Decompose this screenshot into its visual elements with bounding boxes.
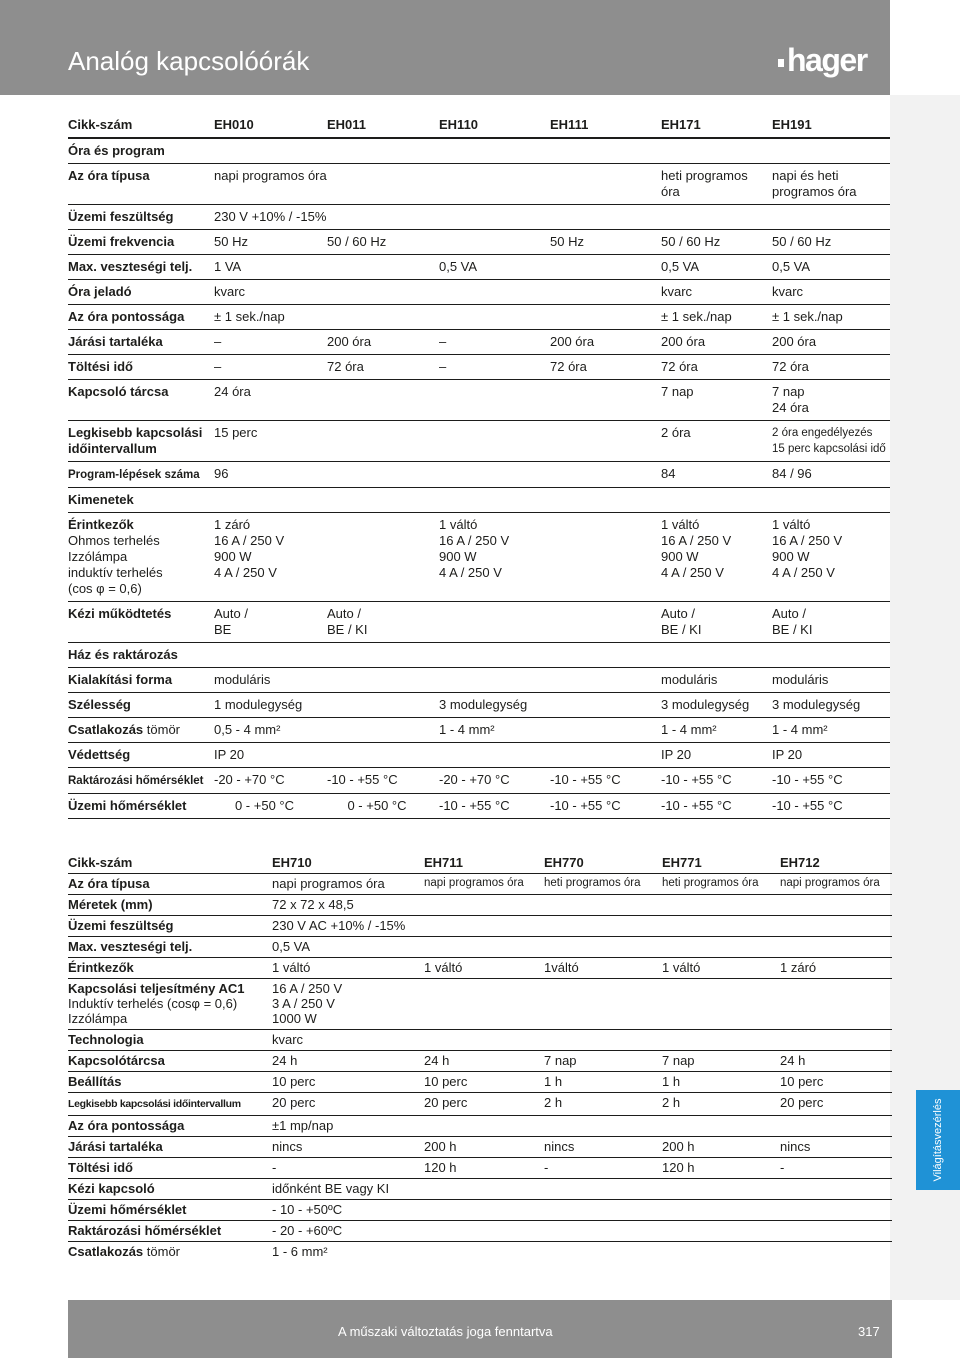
label-line: időintervallum <box>68 441 157 456</box>
table-row <box>68 280 890 305</box>
cell: - 20 - +60ºC <box>268 1221 892 1242</box>
label-line: Legkisebb kapcsolási <box>68 425 203 440</box>
page-title: Analóg kapcsolóórák <box>68 46 310 76</box>
cell: 7 nap <box>658 1051 776 1072</box>
table-header-row <box>68 853 892 874</box>
cell: napi programos óra <box>776 874 892 895</box>
cell: 84 / 96 <box>766 462 890 488</box>
cell: 2 h <box>540 1093 658 1116</box>
cell: -10 - +55 °C <box>655 768 766 794</box>
cell <box>268 979 892 1030</box>
cell <box>208 513 433 602</box>
brand-name: hager <box>787 42 867 78</box>
label-text: tömör <box>146 1244 181 1259</box>
cell: 1 váltó <box>658 958 776 979</box>
cell: 10 perc <box>268 1072 420 1093</box>
cell-line: 15 perc kapcsolási idő <box>772 443 886 455</box>
model-cell: EH011 <box>321 113 433 138</box>
row-label: Üzemi feszültség <box>68 916 268 937</box>
cell: kvarc <box>268 1030 892 1051</box>
cell: 1 - 4 mm² <box>766 718 890 743</box>
cell: 20 perc <box>268 1093 420 1116</box>
section-title: Kimenetek <box>68 488 890 513</box>
row-label: Üzemi feszültség <box>68 205 208 230</box>
cell-line: 900 W <box>772 549 810 564</box>
cell <box>766 380 890 421</box>
section-title: Ház és raktározás <box>68 643 890 668</box>
cell-line: Auto / <box>772 606 806 621</box>
cell: 1 h <box>540 1072 658 1093</box>
cell: ± 1 sek./nap <box>766 305 890 330</box>
cell-line: Auto / <box>661 606 695 621</box>
model-cell: EH712 <box>776 853 892 874</box>
cell: -10 - +55 °C <box>766 768 890 794</box>
cell: 2 h <box>658 1093 776 1116</box>
row-label: Szélesség <box>68 693 208 718</box>
label-line: Kapcsolási teljesítmény AC1 <box>68 981 245 996</box>
cell: 10 perc <box>776 1072 892 1093</box>
label-text: Legkisebb kapcsolási időintervallum <box>68 1098 241 1110</box>
cell: 7 nap <box>540 1051 658 1072</box>
cell: 0,5 VA <box>655 255 766 280</box>
header-label: Cikk-szám <box>68 853 268 874</box>
cell-line: BE <box>214 622 232 637</box>
table-row <box>68 164 890 205</box>
cell: időnként BE vagy KI <box>268 1179 892 1200</box>
cell: moduláris <box>766 668 890 693</box>
model-cell: EH771 <box>658 853 776 874</box>
row-label <box>68 513 208 602</box>
row-label: Járási tartaléka <box>68 330 208 355</box>
cell: 20 perc <box>420 1093 540 1116</box>
cell-line: 900 W <box>214 549 252 564</box>
table-row <box>68 1116 892 1137</box>
table-row <box>68 1093 892 1116</box>
cell: kvarc <box>655 280 766 305</box>
cell: 24 h <box>776 1051 892 1072</box>
row-label: Beállítás <box>68 1072 268 1093</box>
row-label <box>68 979 268 1030</box>
cell-line: Auto / <box>327 606 361 621</box>
model-cell: EH710 <box>268 853 420 874</box>
cell <box>321 602 655 643</box>
label-line: Induktív terhelés (cosφ = 0,6) <box>68 996 238 1011</box>
cell: -10 - +55 °C <box>766 794 890 819</box>
cell: moduláris <box>655 668 766 693</box>
table-row <box>68 513 890 602</box>
cell: 72 óra <box>766 355 890 380</box>
row-label <box>68 462 208 488</box>
cell: 1 váltó <box>268 958 420 979</box>
cell: 15 perc <box>208 421 655 462</box>
row-label: Üzemi hőmérséklet <box>68 1200 268 1221</box>
spec-table-digital <box>68 853 892 1262</box>
label-line: Érintkezők <box>68 517 134 532</box>
table-row <box>68 794 890 819</box>
cell: 24 óra <box>208 380 655 421</box>
cell: napi programos óra <box>268 874 420 895</box>
cell: kvarc <box>766 280 890 305</box>
table-row <box>68 255 890 280</box>
cell-line: 16 A / 250 V <box>214 533 285 548</box>
cell: nincs <box>776 1137 892 1158</box>
cell: 7 nap <box>655 380 766 421</box>
row-label: Védettség <box>68 743 208 768</box>
row-label: Töltési idő <box>68 355 208 380</box>
cell: ±1 mp/nap <box>268 1116 892 1137</box>
cell: ± 1 sek./nap <box>208 305 655 330</box>
model-cell: EH010 <box>208 113 321 138</box>
cell-line: 16 A / 250 V <box>272 981 343 996</box>
table-row <box>68 1051 892 1072</box>
cell: 50 / 60 Hz <box>655 230 766 255</box>
cell-line: 4 A / 250 V <box>214 565 277 580</box>
cell-line: 3 A / 250 V <box>272 996 335 1011</box>
cell: napi és heti programos óra <box>766 164 890 205</box>
row-label: Töltési idő <box>68 1158 268 1179</box>
cell: nincs <box>540 1137 658 1158</box>
brand-logo <box>778 42 867 79</box>
cell-line: Auto / <box>214 606 248 621</box>
table-row <box>68 1137 892 1158</box>
cell: 96 <box>208 462 655 488</box>
section-side-tab <box>916 1090 960 1190</box>
row-label <box>68 1093 268 1116</box>
cell: -10 - +55 °C <box>544 768 655 794</box>
section-row <box>68 138 890 164</box>
cell: 1 - 4 mm² <box>655 718 766 743</box>
row-label: Kézi működtetés <box>68 602 208 643</box>
cell <box>655 602 766 643</box>
cell-line: 900 W <box>661 549 699 564</box>
cell: – <box>208 355 321 380</box>
table-row <box>68 743 890 768</box>
cell: 20 perc <box>776 1093 892 1116</box>
header-label: Cikk-szám <box>68 113 208 138</box>
row-label: Technologia <box>68 1030 268 1051</box>
cell: 0,5 VA <box>433 255 655 280</box>
cell: 1 h <box>658 1072 776 1093</box>
cell-line: 2 óra engedélyezés <box>772 427 873 439</box>
cell: - <box>540 1158 658 1179</box>
cell-line: 24 óra <box>772 400 809 415</box>
cell: 120 h <box>658 1158 776 1179</box>
table-row <box>68 1242 892 1263</box>
row-label: Méretek (mm) <box>68 895 268 916</box>
cell: -10 - +55 °C <box>433 794 544 819</box>
cell: 72 óra <box>544 355 655 380</box>
label-line: induktív terhelés <box>68 565 163 580</box>
table-row <box>68 1221 892 1242</box>
table-row <box>68 937 892 958</box>
model-cell: EH191 <box>766 113 890 138</box>
cell <box>766 513 890 602</box>
cell: 200 óra <box>321 330 433 355</box>
cell: 1 modulegység <box>208 693 433 718</box>
cell-line: 7 nap <box>772 384 805 399</box>
row-label: Üzemi hőmérséklet <box>68 794 208 819</box>
cell-line: BE / KI <box>661 622 702 637</box>
side-tab-label: Világításvezérlés <box>932 1098 944 1182</box>
section-row <box>68 643 890 668</box>
cell <box>655 513 766 602</box>
label-text: Csatlakozás <box>68 722 144 737</box>
cell: 3 modulegység <box>766 693 890 718</box>
cell: IP 20 <box>655 743 766 768</box>
cell-line: 1000 W <box>272 1011 317 1026</box>
row-label: Raktározási hőmérséklet <box>68 1221 268 1242</box>
cell: 72 óra <box>655 355 766 380</box>
cell-line: 1 váltó <box>661 517 700 532</box>
table-row <box>68 979 892 1030</box>
cell: - <box>776 1158 892 1179</box>
cell: 200 óra <box>544 330 655 355</box>
row-label <box>68 718 208 743</box>
cell: 3 modulegység <box>655 693 766 718</box>
table-row <box>68 718 890 743</box>
table-row <box>68 1158 892 1179</box>
row-label: Kapcsolótárcsa <box>68 1051 268 1072</box>
cell: 72 x 72 x 48,5 <box>268 895 892 916</box>
table-row <box>68 916 892 937</box>
table-row <box>68 380 890 421</box>
row-label: Az óra pontossága <box>68 305 208 330</box>
table-row <box>68 230 890 255</box>
cell: nincs <box>268 1137 420 1158</box>
cell <box>766 421 890 462</box>
cell: napi programos óra <box>420 874 540 895</box>
cell-line: 16 A / 250 V <box>661 533 732 548</box>
cell: 0 - +50 °C <box>208 794 321 819</box>
row-label <box>68 768 208 794</box>
cell: 1 - 4 mm² <box>433 718 655 743</box>
cell-line: BE / KI <box>327 622 368 637</box>
cell: ± 1 sek./nap <box>655 305 766 330</box>
page-header <box>0 0 890 95</box>
cell: – <box>433 355 544 380</box>
table-row <box>68 958 892 979</box>
cell-line: 4 A / 250 V <box>661 565 724 580</box>
page-footer <box>68 1300 892 1358</box>
cell: IP 20 <box>208 743 655 768</box>
cell: IP 20 <box>766 743 890 768</box>
cell: 200 óra <box>655 330 766 355</box>
cell-line: 4 A / 250 V <box>772 565 835 580</box>
cell: -20 - +70 °C <box>433 768 544 794</box>
cell: 230 V +10% / -15% <box>208 205 890 230</box>
row-label: Az óra típusa <box>68 874 268 895</box>
cell: heti programos óra <box>540 874 658 895</box>
table-row <box>68 668 890 693</box>
cell: – <box>433 330 544 355</box>
cell-line: BE / KI <box>772 622 813 637</box>
cell: - <box>268 1158 420 1179</box>
cell-line: 16 A / 250 V <box>439 533 510 548</box>
label-text: Program-lépések száma <box>68 469 200 481</box>
cell: 50 / 60 Hz <box>766 230 890 255</box>
cell: napi programos óra <box>208 164 655 205</box>
cell: heti programos óra <box>655 164 766 205</box>
table-row <box>68 1072 892 1093</box>
cell: kvarc <box>208 280 655 305</box>
cell: 10 perc <box>420 1072 540 1093</box>
row-label: Üzemi frekvencia <box>68 230 208 255</box>
cell-line: 900 W <box>439 549 477 564</box>
table-row <box>68 693 890 718</box>
cell-line: 1 váltó <box>772 517 811 532</box>
cell: heti programos óra <box>658 874 776 895</box>
row-label: Max. veszteségi telj. <box>68 255 208 280</box>
table-row <box>68 1179 892 1200</box>
cell: 200 óra <box>766 330 890 355</box>
cell: 1 váltó <box>420 958 540 979</box>
row-label: Az óra típusa <box>68 164 208 205</box>
table-row <box>68 205 890 230</box>
cell: 1váltó <box>540 958 658 979</box>
table-header-row <box>68 113 890 138</box>
row-label: Érintkezők <box>68 958 268 979</box>
cell: 230 V AC +10% / -15% <box>268 916 892 937</box>
cell-line: 4 A / 250 V <box>439 565 502 580</box>
cell: 0 - +50 °C <box>321 794 433 819</box>
cell-line: 1 záró <box>214 517 251 532</box>
model-cell: EH171 <box>655 113 766 138</box>
spec-table-analog <box>68 113 890 819</box>
label-line: (cos φ = 0,6) <box>68 581 142 596</box>
cell: 50 Hz <box>544 230 655 255</box>
table-row <box>68 602 890 643</box>
model-cell: EH110 <box>433 113 544 138</box>
table-row <box>68 305 890 330</box>
label-line: Izzólámpa <box>68 1011 128 1026</box>
cell: -10 - +55 °C <box>544 794 655 819</box>
cell <box>208 602 321 643</box>
table-row <box>68 768 890 794</box>
cell: 72 óra <box>321 355 433 380</box>
right-margin-top <box>890 0 960 95</box>
model-cell: EH711 <box>420 853 540 874</box>
row-label: Kialakítási forma <box>68 668 208 693</box>
row-label <box>68 1242 268 1263</box>
cell: 84 <box>655 462 766 488</box>
section-title: Óra és program <box>68 138 890 164</box>
cell: -20 - +70 °C <box>208 768 321 794</box>
cell <box>433 513 655 602</box>
cell-line: 16 A / 250 V <box>772 533 843 548</box>
label-line: Ohmos terhelés <box>68 533 160 548</box>
table-row <box>68 462 890 488</box>
cell: -10 - +55 °C <box>321 768 433 794</box>
row-label: Járási tartaléka <box>68 1137 268 1158</box>
footer-note: A műszaki változtatás joga fenntartva <box>338 1324 553 1339</box>
cell: 50 / 60 Hz <box>321 230 544 255</box>
page-number: 317 <box>858 1324 880 1339</box>
cell: 3 modulegység <box>433 693 655 718</box>
table-row <box>68 895 892 916</box>
row-label: Kézi kapcsoló <box>68 1179 268 1200</box>
label-line: Izzólámpa <box>68 549 128 564</box>
table-row <box>68 1030 892 1051</box>
row-label: Az óra pontossága <box>68 1116 268 1137</box>
label-text: tömör <box>146 722 181 737</box>
model-cell: EH770 <box>540 853 658 874</box>
table-row <box>68 1200 892 1221</box>
cell: 120 h <box>420 1158 540 1179</box>
table-row <box>68 874 892 895</box>
cell: – <box>208 330 321 355</box>
cell: 200 h <box>658 1137 776 1158</box>
section-row <box>68 488 890 513</box>
row-label <box>68 421 208 462</box>
cell-line: 1 váltó <box>439 517 478 532</box>
cell: 50 Hz <box>208 230 321 255</box>
logo-mark <box>778 59 784 67</box>
cell: 0,5 VA <box>766 255 890 280</box>
row-label: Kapcsoló tárcsa <box>68 380 208 421</box>
cell: - 10 - +50ºC <box>268 1200 892 1221</box>
table-row <box>68 355 890 380</box>
table-row <box>68 421 890 462</box>
cell: moduláris <box>208 668 655 693</box>
cell: 2 óra <box>655 421 766 462</box>
row-label: Max. veszteségi telj. <box>68 937 268 958</box>
table-row <box>68 330 890 355</box>
label-text: Raktározási hőmérséklet <box>68 775 204 787</box>
row-label: Óra jeladó <box>68 280 208 305</box>
cell: 1 VA <box>208 255 433 280</box>
cell: 1 záró <box>776 958 892 979</box>
label-text: Csatlakozás <box>68 1244 144 1259</box>
cell: -10 - +55 °C <box>655 794 766 819</box>
cell: 1 - 6 mm² <box>272 1244 328 1259</box>
cell: 0,5 - 4 mm² <box>208 718 433 743</box>
cell: 24 h <box>420 1051 540 1072</box>
model-cell: EH111 <box>544 113 655 138</box>
cell: 200 h <box>420 1137 540 1158</box>
cell <box>766 602 890 643</box>
cell: 24 h <box>268 1051 420 1072</box>
cell: 0,5 VA <box>268 937 892 958</box>
